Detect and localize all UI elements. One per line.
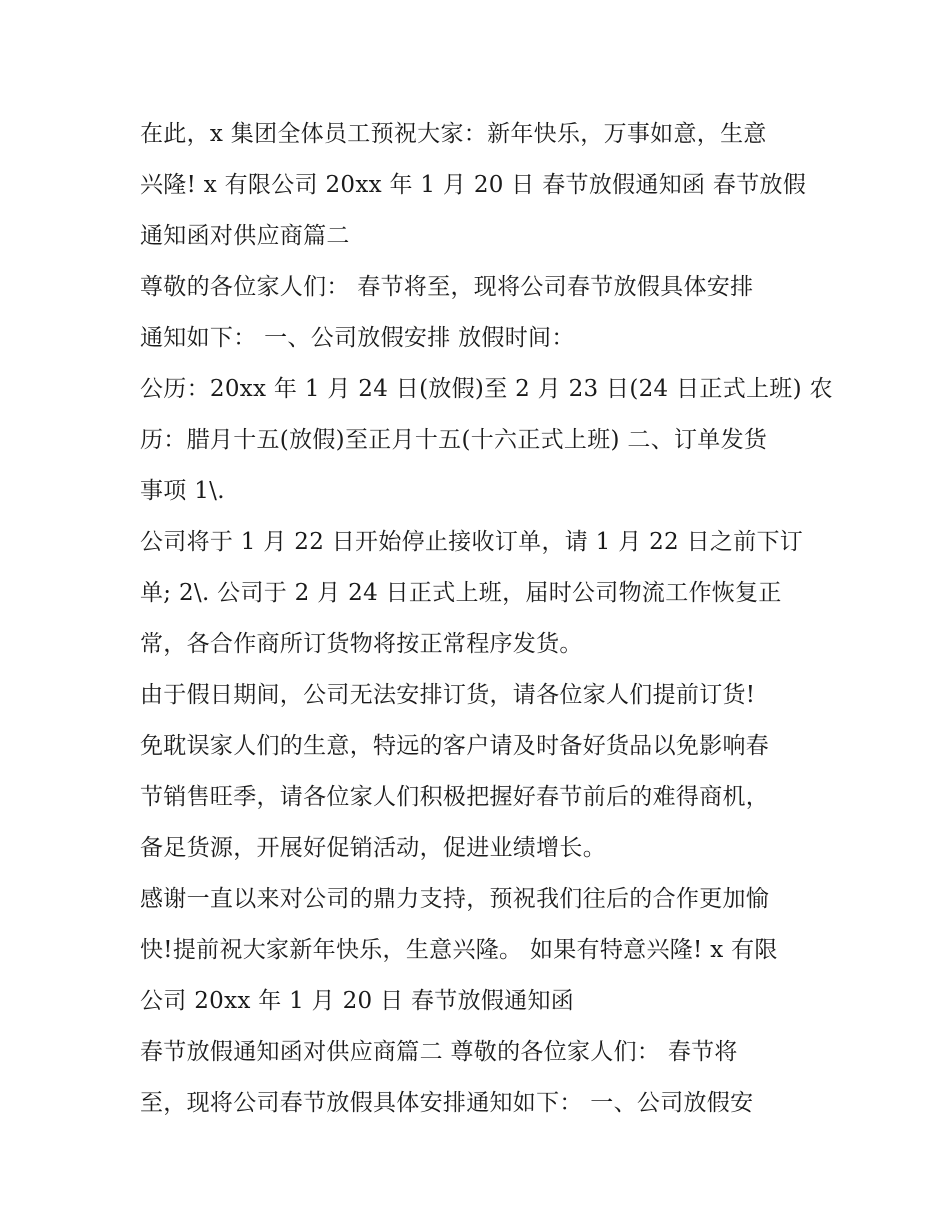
text-line: 感谢一直以来对公司的鼎力支持，预祝我们往后的合作更加愉 (140, 886, 770, 912)
text-line: 至，现将公司春节放假具体安排通知如下： 一、公司放假安 (140, 1090, 754, 1116)
text-line: 事项 1\. (140, 478, 225, 504)
text-line: 兴隆! x 有限公司 20xx 年 1 月 20 日 春节放假通知函 春节放假 (140, 172, 807, 198)
text-line: 由于假日期间，公司无法安排订货，请各位家人们提前订货! (140, 682, 756, 708)
text-line: 尊敬的各位家人们： 春节将至，现将公司春节放假具体安排 (140, 274, 754, 300)
text-line: 免耽误家人们的生意，特远的客户请及时备好货品以免影响春 (140, 733, 770, 759)
document-body (140, 109, 833, 1129)
text-line: 在此，x 集团全体员工预祝大家：新年快乐，万事如意，生意 (140, 121, 767, 147)
text-line: 春节放假通知函对供应商篇二 尊敬的各位家人们： 春节将 (140, 1039, 738, 1065)
text-line: 公司 20xx 年 1 月 20 日 春节放假通知函 (140, 988, 575, 1014)
text-line: 通知如下： 一、公司放假安排 放假时间： (140, 325, 575, 351)
text-line: 备足货源，开展好促销活动，促进业绩增长。 (140, 835, 606, 861)
text-line: 快!提前祝大家新年快乐，生意兴隆。 如果有特意兴隆! x 有限 (140, 937, 778, 963)
text-line: 通知函对供应商篇二 (140, 223, 350, 249)
text-line: 公历：20xx 年 1 月 24 日(放假)至 2 月 23 日(24 日正式上班) 农 (140, 376, 833, 402)
text-line: 历：腊月十五(放假)至正月十五(十六正式上班) 二、订单发货 (140, 427, 768, 453)
text-line: 节销售旺季，请各位家人们积极把握好春节前后的难得商机， (140, 784, 770, 810)
text-line: 单; 2\. 公司于 2 月 24 日正式上班，届时公司物流工作恢复正 (140, 580, 782, 606)
text-line: 常，各合作商所订货物将按正常程序发货。 (140, 631, 583, 657)
text-line: 公司将于 1 月 22 日开始停止接收订单，请 1 月 22 日之前下订 (140, 529, 804, 555)
